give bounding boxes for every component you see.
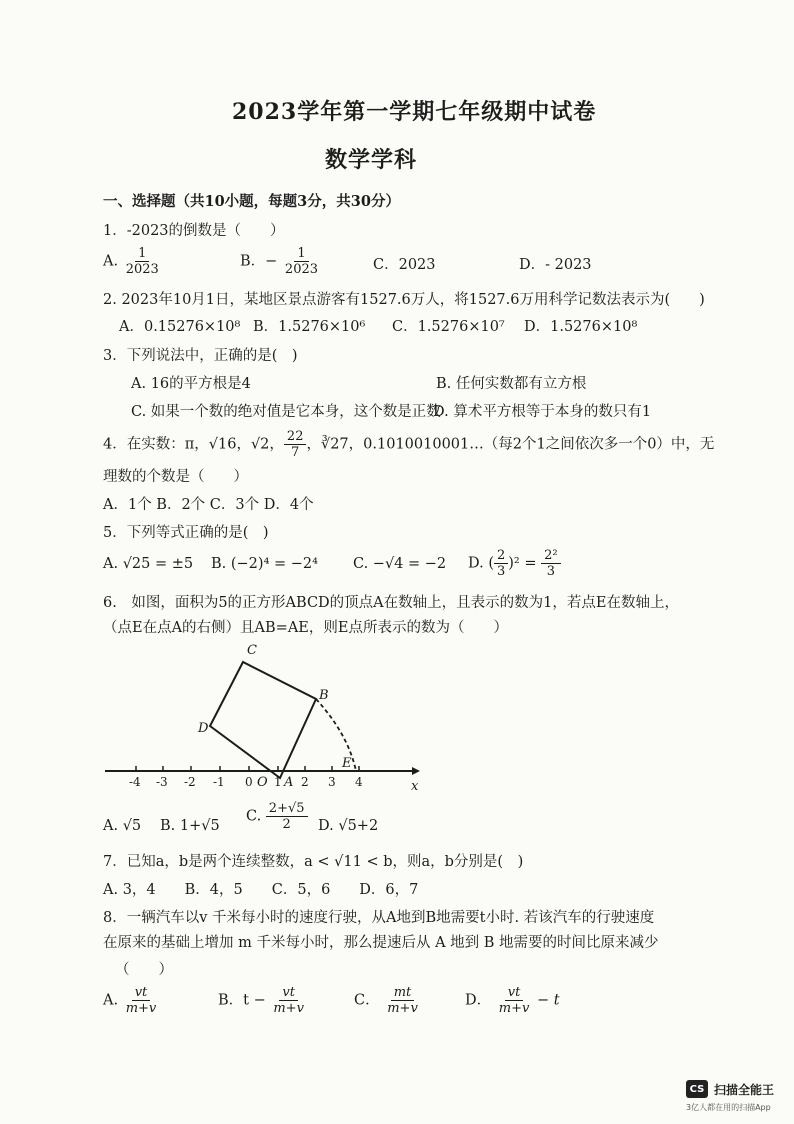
fraction-denominator: 2023: [284, 262, 319, 277]
option-label: A.: [103, 253, 119, 270]
tick-label: 3: [328, 775, 336, 789]
scanner-watermark: [686, 1080, 774, 1098]
question-6-stem-line2: （点E在点A的右侧）且AB=AE，则E点所表示的数为（ ）: [103, 620, 508, 636]
fraction-numerator: 2+√5: [266, 801, 308, 817]
question-4-stem-line2: 理数的个数是（ ）: [103, 469, 248, 485]
question-2-option-d: D．1.5276×10⁸: [524, 319, 638, 335]
tick-label: 4: [355, 775, 363, 789]
fraction-denominator: m+v: [498, 1001, 530, 1016]
point-label-c: C: [247, 643, 257, 658]
point-label-d: D: [198, 721, 209, 736]
option-label: B．t −: [218, 992, 266, 1009]
fraction-denominator: 3: [496, 564, 506, 579]
option-tail: − t: [536, 992, 560, 1009]
question-5-option-d: [468, 548, 561, 579]
option-text: )² =: [508, 555, 537, 572]
option-label: A.: [103, 992, 119, 1009]
tick-label: -2: [184, 775, 196, 789]
question-2-option-a: A．0.15276×10⁸: [119, 319, 241, 335]
question-6-figure: [100, 638, 430, 798]
tick-label: 0: [245, 775, 253, 789]
question-5-option-c: C. −√4 = −2: [353, 556, 447, 572]
square-abcd: [210, 662, 316, 778]
fraction-numerator: mt: [391, 985, 415, 1001]
question-8-option-d: [465, 985, 560, 1016]
section-heading: 一、选择题（共10小题，每题3分，共30分）: [103, 193, 400, 210]
fraction-denominator: 2: [282, 817, 291, 832]
question-6-option-d: D. √5+2: [318, 818, 379, 834]
fraction-denominator: 3: [546, 564, 555, 579]
question-7-stem: 7．已知a，b是两个连续整数，a < √11 < b，则a，b分别是( ): [103, 854, 524, 870]
question-6-option-c: [246, 801, 308, 832]
arrow-head: [412, 767, 420, 775]
stem-text: 4．在实数：π，√16，√2，: [103, 436, 284, 453]
question-3-stem: 3．下列说法中，正确的是( ): [103, 348, 298, 364]
question-3-option-b: B. 任何实数都有立方根: [436, 376, 587, 392]
question-3-option-a: A. 16的平方根是4: [131, 376, 251, 392]
option-label: C.: [246, 808, 262, 825]
option-label: D. (: [468, 555, 494, 572]
exam-title: 2023学年第一学期七年级期中试卷: [232, 99, 597, 125]
question-7-options: A. 3，4 B．4，5 C．5，6 D．6，7: [103, 882, 419, 898]
question-6-option-a: A. √5: [103, 818, 142, 834]
question-1-option-d: D．- 2023: [519, 257, 592, 273]
fraction-numerator: vt: [505, 985, 524, 1001]
fraction-numerator: 22: [284, 429, 307, 445]
scanner-brand: 扫描全能王: [714, 1082, 775, 1097]
fraction-numerator: 2: [494, 548, 508, 564]
point-label-o: O: [257, 775, 268, 790]
question-1-option-c: C．2023: [373, 257, 436, 273]
question-1-option-a: [103, 246, 162, 277]
point-label-b: B: [319, 688, 329, 703]
question-6-option-b: B. 1+√5: [160, 818, 220, 834]
fraction-numerator: 2²: [541, 548, 560, 564]
fraction-denominator: m+v: [125, 1001, 157, 1016]
question-3-option-d: D. 算术平方根等于本身的数只有1: [433, 404, 652, 420]
question-2-option-c: C．1.5276×10⁷: [392, 319, 505, 335]
scanner-tagline: 3亿人都在用的扫描App: [686, 1103, 771, 1112]
question-8-line1: 8．一辆汽车以v 千米每小时的速度行驶，从A地到B地需要t小时. 若该汽车的行驶速度: [103, 910, 655, 926]
fraction-numerator: vt: [279, 985, 298, 1001]
exam-subject: 数学学科: [325, 147, 418, 173]
question-8-option-c: [354, 985, 421, 1016]
camscanner-logo-icon: CS: [686, 1080, 708, 1098]
option-label: C．: [354, 992, 380, 1009]
question-5-option-b: B. (−2)⁴ = −2⁴: [211, 556, 318, 572]
question-5-stem: 5．下列等式正确的是( ): [103, 525, 269, 541]
fraction-numerator: 1: [135, 246, 149, 262]
question-4-options: A．1个 B．2个 C．3个 D．4个: [103, 497, 314, 513]
point-label-a: A: [284, 775, 294, 790]
fraction-numerator: 1: [294, 246, 308, 262]
option-label: B．−: [240, 253, 278, 270]
question-8-line2: 在原来的基础上增加 m 千米每小时，那么提速后从 A 地到 B 地需要的时间比原来减少: [103, 935, 659, 951]
fraction-denominator: m+v: [273, 1001, 304, 1016]
question-3-option-c: C. 如果一个数的绝对值是它本身，这个数是正数: [131, 404, 441, 420]
fraction-numerator: vt: [132, 985, 151, 1001]
question-2-stem: 2. 2023年10月1日，某地区景点游客有1527.6万人，将1527.6万用科学记数法表示为( ): [103, 292, 705, 308]
question-4-stem: [103, 429, 714, 460]
point-label-e: E: [342, 756, 352, 771]
axis-label-x: x: [411, 779, 419, 794]
tick-label: -3: [156, 775, 168, 789]
question-6-stem-line1: 6. 如图，面积为5的正方形ABCD的顶点A在数轴上，且表示的数为1，若点E在数轴上，: [103, 595, 679, 611]
fraction-denominator: m+v: [387, 1001, 418, 1016]
question-5-option-a: A. √25 = ±5: [103, 556, 194, 572]
question-8-option-b: [218, 985, 307, 1016]
tick-label: 1: [274, 775, 282, 789]
fraction-denominator: 7: [291, 445, 300, 460]
question-1-option-b: [240, 246, 321, 277]
stem-text: ，∛27，0.1010010001…（每2个1之间依次多一个0）中，无: [306, 436, 715, 453]
option-label: D．: [465, 992, 492, 1009]
question-2-option-b: B．1.5276×10⁶: [253, 319, 366, 335]
question-8-option-a: [103, 985, 159, 1016]
tick-label: 2: [301, 775, 309, 789]
fraction-denominator: 2023: [125, 262, 159, 277]
tick-label: -1: [213, 775, 225, 789]
question-8-line3: （ ）: [115, 962, 173, 978]
question-1-stem: 1．-2023的倒数是（ ）: [103, 223, 285, 239]
tick-label: -4: [129, 775, 141, 789]
